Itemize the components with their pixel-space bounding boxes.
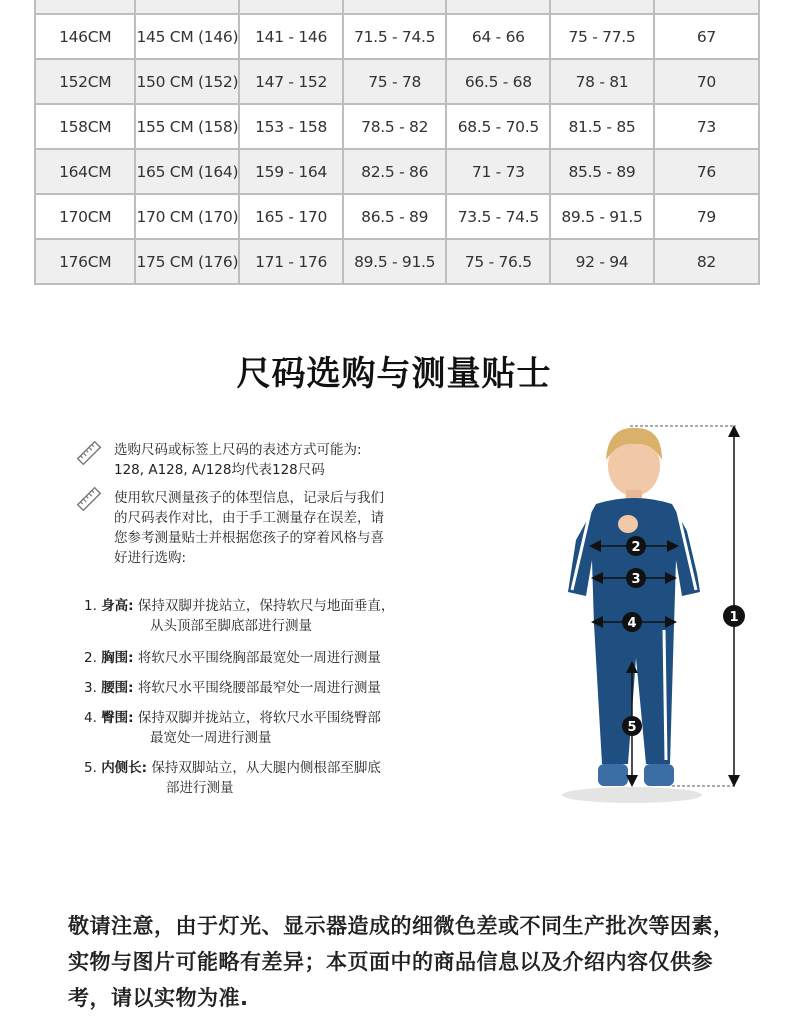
tip-label-format: [114, 440, 362, 480]
table-cell: [446, 0, 550, 14]
table-cell: [654, 0, 759, 14]
child-shoe-left: [598, 764, 628, 786]
marker-4: [622, 612, 642, 632]
table-cell: 79: [654, 194, 759, 239]
table-cell: 75 - 78: [343, 59, 447, 104]
table-cell: [550, 0, 654, 14]
table-row: [35, 194, 759, 239]
table-cell: 71 - 73: [446, 149, 550, 194]
table-cell: 150 CM (152): [135, 59, 239, 104]
table-cell: [135, 0, 239, 14]
section-title: 尺码选购与测量贴士: [236, 354, 552, 394]
step-text-cont: 最宽处一周进行测量: [150, 730, 272, 746]
table-row: [35, 0, 759, 14]
step-text: 保持双脚并拢站立，保持软尺与地面垂直，: [137, 598, 395, 614]
step-label: 内侧长:: [101, 760, 148, 776]
marker-label: 4: [627, 616, 637, 631]
table-cell: 75 - 77.5: [550, 14, 654, 59]
table-cell: 170CM: [35, 194, 135, 239]
marker-1: [723, 605, 745, 627]
marker-label: 1: [729, 610, 739, 625]
table-cell: 78 - 81: [550, 59, 654, 104]
table-cell: 165 CM (164): [135, 149, 239, 194]
table-row: [35, 14, 759, 59]
table-cell: 75 - 76.5: [446, 239, 550, 284]
marker-2: [626, 536, 646, 556]
table-row: [35, 59, 759, 104]
table-cell: 70: [654, 59, 759, 104]
size-chart-table: [34, 0, 760, 285]
tip-line: 128, A128, A/128均代表128尺码: [114, 462, 325, 478]
table-cell: 67: [654, 14, 759, 59]
step-text: 将软尺水平围绕腰部最窄处一周进行测量: [137, 680, 381, 696]
tip-line: 您参考测量贴士并根据您孩子的穿着风格与喜: [114, 530, 384, 546]
step-label: 胸围:: [101, 650, 134, 666]
table-cell: 159 - 164: [239, 149, 343, 194]
table-cell: 176CM: [35, 239, 135, 284]
table-cell: 76: [654, 149, 759, 194]
size-chart-body: [35, 0, 759, 284]
step-text-cont: 部进行测量: [166, 780, 234, 796]
table-cell: 66.5 - 68: [446, 59, 550, 104]
tip-line: 的尺码表作对比，由于手工测量存在误差，请: [114, 510, 384, 526]
ruler-icon: [76, 486, 102, 512]
table-cell: 85.5 - 89: [550, 149, 654, 194]
child-shoe-right: [644, 764, 674, 786]
child-measurement-illustration: [552, 420, 788, 820]
marker-5: [622, 716, 642, 736]
table-cell: 82: [654, 239, 759, 284]
step-text: 将软尺水平围绕胸部最宽处一周进行测量: [137, 650, 381, 666]
table-cell: 141 - 146: [239, 14, 343, 59]
ruler-icon: [76, 440, 102, 466]
table-cell: [35, 0, 135, 14]
step-waist: [84, 678, 381, 698]
table-row: [35, 149, 759, 194]
marker-label: 2: [631, 540, 641, 555]
step-label: 腰围:: [101, 680, 134, 696]
table-cell: 82.5 - 86: [343, 149, 447, 194]
table-cell: 73.5 - 74.5: [446, 194, 550, 239]
table-cell: 81.5 - 85: [550, 104, 654, 149]
marker-3: [626, 568, 646, 588]
table-cell: 147 - 152: [239, 59, 343, 104]
table-row: [35, 239, 759, 284]
table-cell: 155 CM (158): [135, 104, 239, 149]
step-chest: [84, 648, 381, 668]
table-cell: 78.5 - 82: [343, 104, 447, 149]
step-text: 保持双脚并拢站立，将软尺水平围绕臀部: [137, 710, 381, 726]
step-label: 臀围:: [101, 710, 134, 726]
step-text-cont: 从头顶部至脚底部进行测量: [150, 618, 312, 634]
table-cell: 170 CM (170): [135, 194, 239, 239]
table-cell: 68.5 - 70.5: [446, 104, 550, 149]
step-text: 保持双脚站立，从大腿内侧根部至脚底: [151, 760, 381, 776]
table-cell: 152CM: [35, 59, 135, 104]
child-pants: [594, 624, 674, 764]
step-hip: [84, 708, 381, 746]
disclaimer-notice: 敬请注意，由于灯光、显示器造成的细微色差或不同生产批次等因素，实物与图片可能略有差异；本页面中的商品信息以及介绍内容仅供参考，请以实物为准.: [68, 914, 735, 1010]
table-cell: 92 - 94: [550, 239, 654, 284]
step-inseam: [84, 758, 381, 796]
tip-line: 使用软尺测量孩子的体型信息，记录后与我们: [114, 490, 384, 506]
step-number: 3.: [84, 680, 97, 696]
pants-stripes: [664, 630, 666, 760]
step-number: 2.: [84, 650, 97, 666]
table-cell: [239, 0, 343, 14]
table-cell: 64 - 66: [446, 14, 550, 59]
table-cell: 73: [654, 104, 759, 149]
table-cell: 89.5 - 91.5: [550, 194, 654, 239]
table-cell: 164CM: [35, 149, 135, 194]
table-cell: [343, 0, 447, 14]
step-label: 身高:: [101, 598, 134, 614]
table-cell: 89.5 - 91.5: [343, 239, 447, 284]
table-cell: 153 - 158: [239, 104, 343, 149]
marker-label: 3: [631, 572, 641, 587]
marker-label: 5: [627, 720, 637, 735]
table-cell: 145 CM (146): [135, 14, 239, 59]
tip-line: 选购尺码或标签上尺码的表述方式可能为:: [114, 442, 362, 458]
table-cell: 165 - 170: [239, 194, 343, 239]
table-cell: 146CM: [35, 14, 135, 59]
table-cell: 175 CM (176): [135, 239, 239, 284]
table-cell: 171 - 176: [239, 239, 343, 284]
floor-shadow: [562, 787, 702, 803]
table-row: [35, 104, 759, 149]
table-cell: 86.5 - 89: [343, 194, 447, 239]
step-number: 4.: [84, 710, 97, 726]
tip-measuring: [114, 488, 384, 568]
step-height: [84, 596, 395, 634]
step-number: 1.: [84, 598, 97, 614]
child-hand: [618, 515, 638, 533]
step-number: 5.: [84, 760, 97, 776]
table-cell: 71.5 - 74.5: [343, 14, 447, 59]
table-cell: 158CM: [35, 104, 135, 149]
tip-line: 好进行选购:: [114, 550, 187, 566]
